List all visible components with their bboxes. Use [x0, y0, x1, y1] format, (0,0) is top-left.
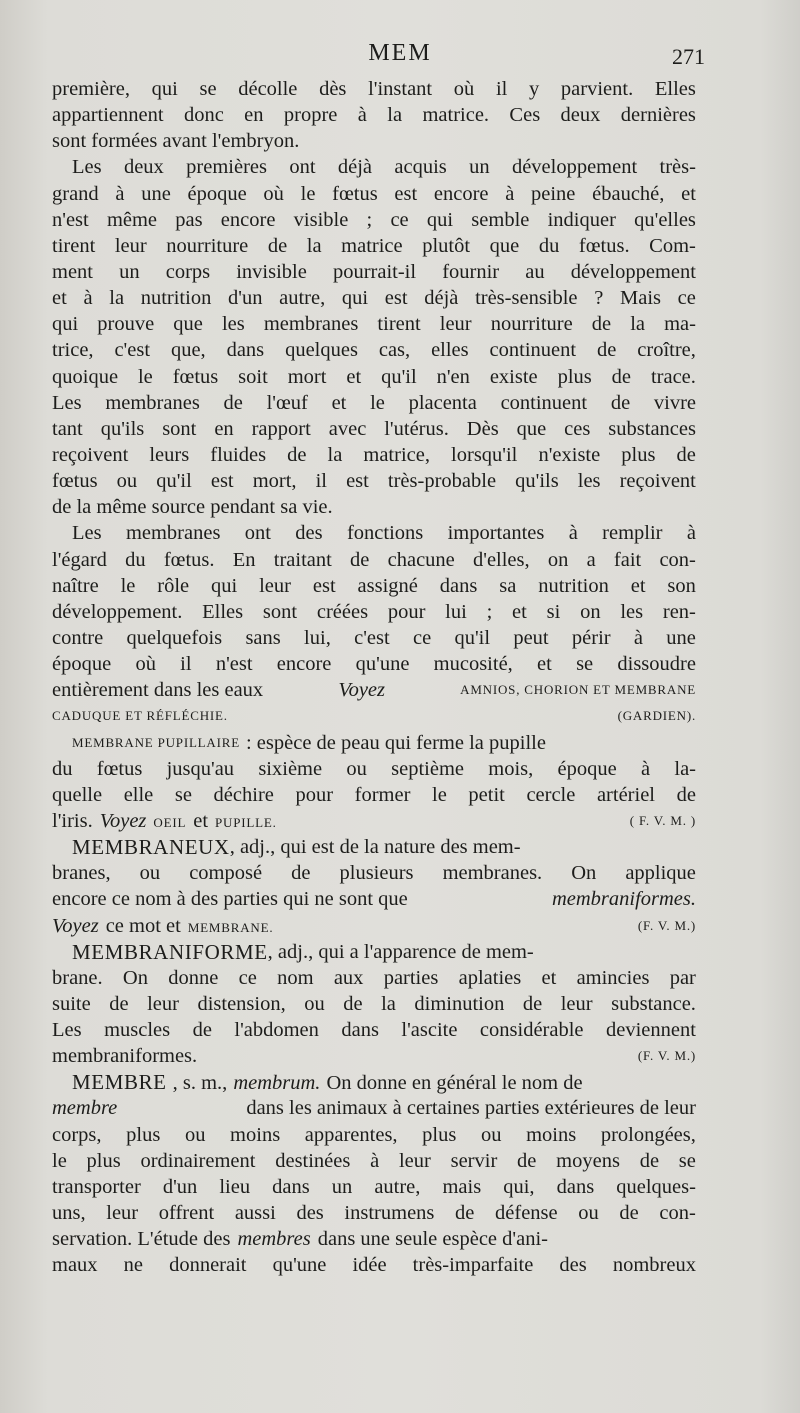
- text-line: Les deux premières ont déjà acquis un développement très-: [72, 156, 696, 179]
- text-line: tirent leur nourriture de la matrice plutôt que du fœtus. Com-: [52, 234, 696, 257]
- text-line: quoique le fœtus soit mort et qu'il n'en existe plus de trace.: [52, 365, 696, 388]
- text-line: sont formées avant l'embryon.: [52, 130, 300, 153]
- text-fragment: et: [193, 809, 209, 832]
- entry-headword: MEMBRANE PUPILLAIRE: [72, 734, 240, 750]
- italic-term: membrum.: [233, 1072, 321, 1095]
- cross-reference: MEMBRANE.: [187, 919, 274, 935]
- text-fragment: encore ce nom à des parties qui ne sont que: [52, 888, 408, 911]
- text-line: [52, 677, 696, 703]
- text-line: [52, 886, 696, 912]
- cross-reference: CADUQUE ET RÉFLÉCHIE.: [52, 708, 228, 724]
- page-number: 271: [672, 44, 705, 69]
- line-fragment: [52, 1226, 548, 1252]
- text-fragment: dans les animaux à certaines parties extérieures de leur: [246, 1097, 696, 1120]
- text-line: [52, 1043, 696, 1069]
- cross-reference: PUPILLE.: [215, 814, 277, 830]
- entry-line: [52, 1069, 696, 1095]
- entry-start: [72, 1069, 583, 1095]
- text-line: [52, 1226, 696, 1252]
- author-signature: ( F. V. M. ): [629, 812, 696, 828]
- text-line: Les membranes ont des fonctions importantes à remplir à: [72, 522, 696, 545]
- page-header: [0, 40, 800, 72]
- text-line: et à la nutrition d'un autre, qui est déjà très-sensible ? Mais ce: [52, 287, 696, 310]
- text-line: suite de leur distension, ou de la diminution de leur substance.: [52, 992, 696, 1015]
- text-line: corps, plus ou moins apparentes, plus ou moins prolongées,: [52, 1123, 696, 1146]
- text-line: qui prouve que les membranes tirent leur nourriture de la ma-: [52, 313, 696, 336]
- text-line: Les muscles de l'abdomen dans l'ascite considérable deviennent: [52, 1019, 696, 1042]
- author-signature: (GARDIEN).: [617, 708, 696, 724]
- italic-term: membres: [237, 1228, 311, 1251]
- text-line: naître le rôle qui leur est assigné dans sa nutrition et son: [52, 574, 696, 597]
- italic-term: membraniformes.: [551, 888, 696, 911]
- voyez-italic: Voyez: [99, 809, 147, 832]
- text-line: ment un corps invisible pourrait-il fournir au développement: [52, 260, 696, 283]
- entry-start: [72, 730, 546, 756]
- cross-reference: AMNIOS, CHORION ET MEMBRANE: [460, 682, 696, 698]
- entry-headword: MEMBRANIFORME: [72, 939, 268, 964]
- text-line: grand à une époque où le fœtus est encore à peine ébauché, et: [52, 182, 696, 205]
- text-fragment: ce mot et: [105, 914, 181, 937]
- text-fragment: : espèce de peau qui ferme la pupille: [245, 731, 546, 754]
- text-line: brane. On donne ce nom aux parties aplaties et amincies par: [52, 966, 696, 989]
- cross-reference: OEIL: [153, 814, 187, 830]
- entry-line: [52, 730, 696, 756]
- entry-line: [52, 834, 696, 860]
- text-line: quelle elle se déchire pour former le petit cercle artériel de: [52, 783, 696, 806]
- text-line: reçoivent leurs fluides de la matrice, lorsqu'il n'existe plus de: [52, 443, 696, 466]
- text-line: [52, 703, 696, 729]
- entry-start: [72, 939, 534, 965]
- text-line: [52, 1095, 696, 1121]
- author-signature: (F. V. M.): [637, 917, 696, 933]
- entry-headword: MEMBRE: [72, 1070, 167, 1095]
- italic-term: membre: [52, 1097, 118, 1120]
- author-signature: (F. V. M.): [637, 1048, 696, 1064]
- text-fragment: , s. m.,: [172, 1072, 228, 1095]
- line-fragment: [52, 913, 273, 939]
- running-head: MEM: [368, 40, 432, 66]
- text-line: première, qui se décolle dès l'instant où il y parvient. Elles: [52, 78, 696, 100]
- text-line: fœtus ou qu'il est mort, il est très-probable qu'ils les reçoivent: [52, 470, 696, 493]
- text-fragment: On donne en général le nom de: [326, 1072, 583, 1095]
- voyez-italic: Voyez: [52, 914, 99, 937]
- text-line: Les membranes de l'œuf et le placenta continuent de vivre: [52, 391, 696, 414]
- text-fragment: , adj., qui a l'apparence de mem-: [267, 940, 534, 963]
- text-fragment: membraniformes.: [52, 1045, 198, 1068]
- entry-line: [52, 939, 696, 965]
- text-fragment: entièrement dans les eaux: [52, 679, 264, 702]
- text-fragment: , adj., qui est de la nature des mem-: [229, 836, 521, 859]
- text-line: de la même source pendant sa vie.: [52, 496, 333, 519]
- text-line: n'est même pas encore visible ; ce qui semble indiquer qu'elles: [52, 208, 696, 231]
- body-text: [52, 76, 696, 1278]
- text-line: du fœtus jusqu'au sixième ou septième mois, époque à la-: [52, 757, 696, 780]
- text-line: [52, 913, 696, 939]
- line-fragment: [52, 808, 277, 834]
- entry-start: [72, 834, 521, 860]
- text-line: appartiennent donc en propre à la matrice. Ces deux dernières: [52, 104, 696, 127]
- text-fragment: dans une seule espèce d'ani-: [317, 1228, 548, 1251]
- entry-headword: MEMBRANEUX: [72, 835, 230, 860]
- text-line: tant qu'ils sont en rapport avec l'utérus. Dès que ces substances: [52, 417, 696, 440]
- text-line: l'égard du fœtus. En traitant de chacune d'elles, on a fait con-: [52, 548, 696, 571]
- text-line: [52, 808, 696, 834]
- text-fragment: l'iris.: [52, 809, 93, 832]
- text-line: époque où il n'est encore qu'une mucosité, et se dissoudre: [52, 653, 696, 676]
- voyez-italic: Voyez: [338, 679, 385, 702]
- text-line: uns, leur offrent aussi des instrumens de défense ou de con-: [52, 1202, 696, 1225]
- text-line: développement. Elles sont créées pour lui ; et si on les ren-: [52, 600, 696, 623]
- text-line: maux ne donnerait qu'une idée très-imparfaite des nombreux: [52, 1254, 696, 1277]
- text-line: trice, c'est que, dans quelques cas, elles continuent de croître,: [52, 339, 696, 362]
- text-line: transporter d'un lieu dans un autre, mais qui, dans quelques-: [52, 1175, 696, 1198]
- text-line: contre quelquefois sans lui, c'est ce qu'il peut périr à une: [52, 626, 696, 649]
- text-line: branes, ou composé de plusieurs membranes. On applique: [52, 862, 696, 885]
- text-fragment: servation. L'étude des: [52, 1228, 231, 1251]
- text-line: le plus ordinairement destinées à leur servir de moyens de se: [52, 1149, 696, 1172]
